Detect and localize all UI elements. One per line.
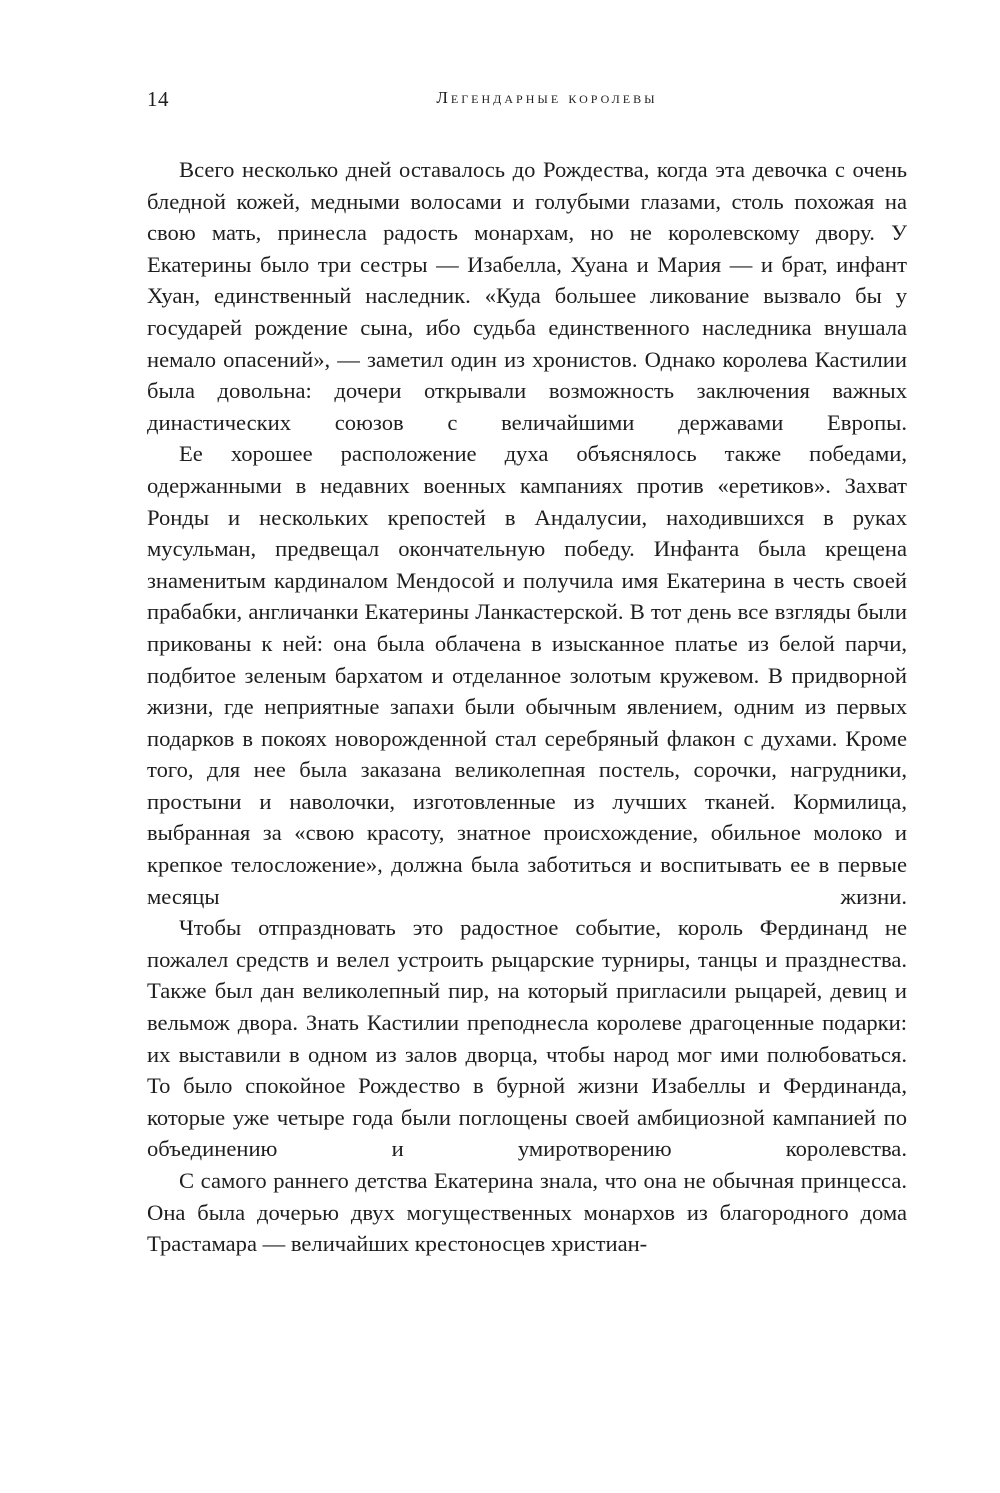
paragraph: Чтобы отпраздновать это радостное событие, король Фердинанд не пожалел средств и велел устроить рыцарские турниры, танцы и празднества. Также был дан великолепный пир, на который пригласили рыцарей, девиц и вельмож двора. Знать Кастилии преподнесла королеве драгоценные подарки: их выставили в одном из залов дворца, чтобы народ мог ими полюбоваться. То было спокойное Рождество в бурной жизни Изабеллы и Фердинанда, которые уже четыре года были поглощены своей амбициозной кампанией по объединению и умиротворению королевства. xyxy=(147,915,907,1162)
book-title: Легендарные королевы xyxy=(436,88,658,107)
running-head xyxy=(147,85,907,119)
paragraph: С самого раннего детства Екатерина знала, что она не обычная принцесса. Она была дочерью двух могущественных монархов из благородного дома Трастамара — величайших крестоносцев христиан- xyxy=(147,1168,907,1257)
body-text xyxy=(147,154,907,1260)
paragraph: Всего несколько дней оставалось до Рождества, когда эта девочка с очень бледной кожей, медными волосами и голубыми глазами, столь похожая на свою мать, принесла радость монархам, но не королевскому двору. У Екатерины было три сестры — Изабелла, Хуана и Мария — и брат, инфант Хуан, единственный наследник. «Куда большее ликование вызвало бы у государей рождение сына, ибо судьба единственного наследника внушала немало опасений», — заметил один из хронистов. Однако королева Кастилии была довольна: дочери открывали возможность заключения важных династических союзов с величайшими державами Европы. xyxy=(147,157,907,435)
paragraph: Ее хорошее расположение духа объяснялось также победами, одержанными в недавних военных кампаниях против «еретиков». Захват Ронды и нескольких крепостей в Андалусии, находившихся в руках мусульман, предвещал окончательную победу. Инфанта была крещена знаменитым кардиналом Мендосой и получила имя Екатерина в честь своей прабабки, англичанки Екатерины Ланкастерской. В тот день все взгляды были прикованы к ней: она была облачена в изысканное платье из белой парчи, подбитое зеленым бархатом и отделанное золотым кружевом. В придворной жизни, где неприятные запахи были обычным явлением, одним из первых подарков в покоях новорожденной стал серебряный флакон с духами. Кроме того, для нее была заказана великолепная постель, сорочки, нагрудники, простыни и наволочки, изготовленные из лучших тканей. Кормилица, выбранная за «свою красоту, знатное происхождение, обильное молоко и крепкое телосложение», должна была заботиться и воспитывать ее в первые месяцы жизни. xyxy=(147,441,907,909)
page-number: 14 xyxy=(147,87,169,111)
